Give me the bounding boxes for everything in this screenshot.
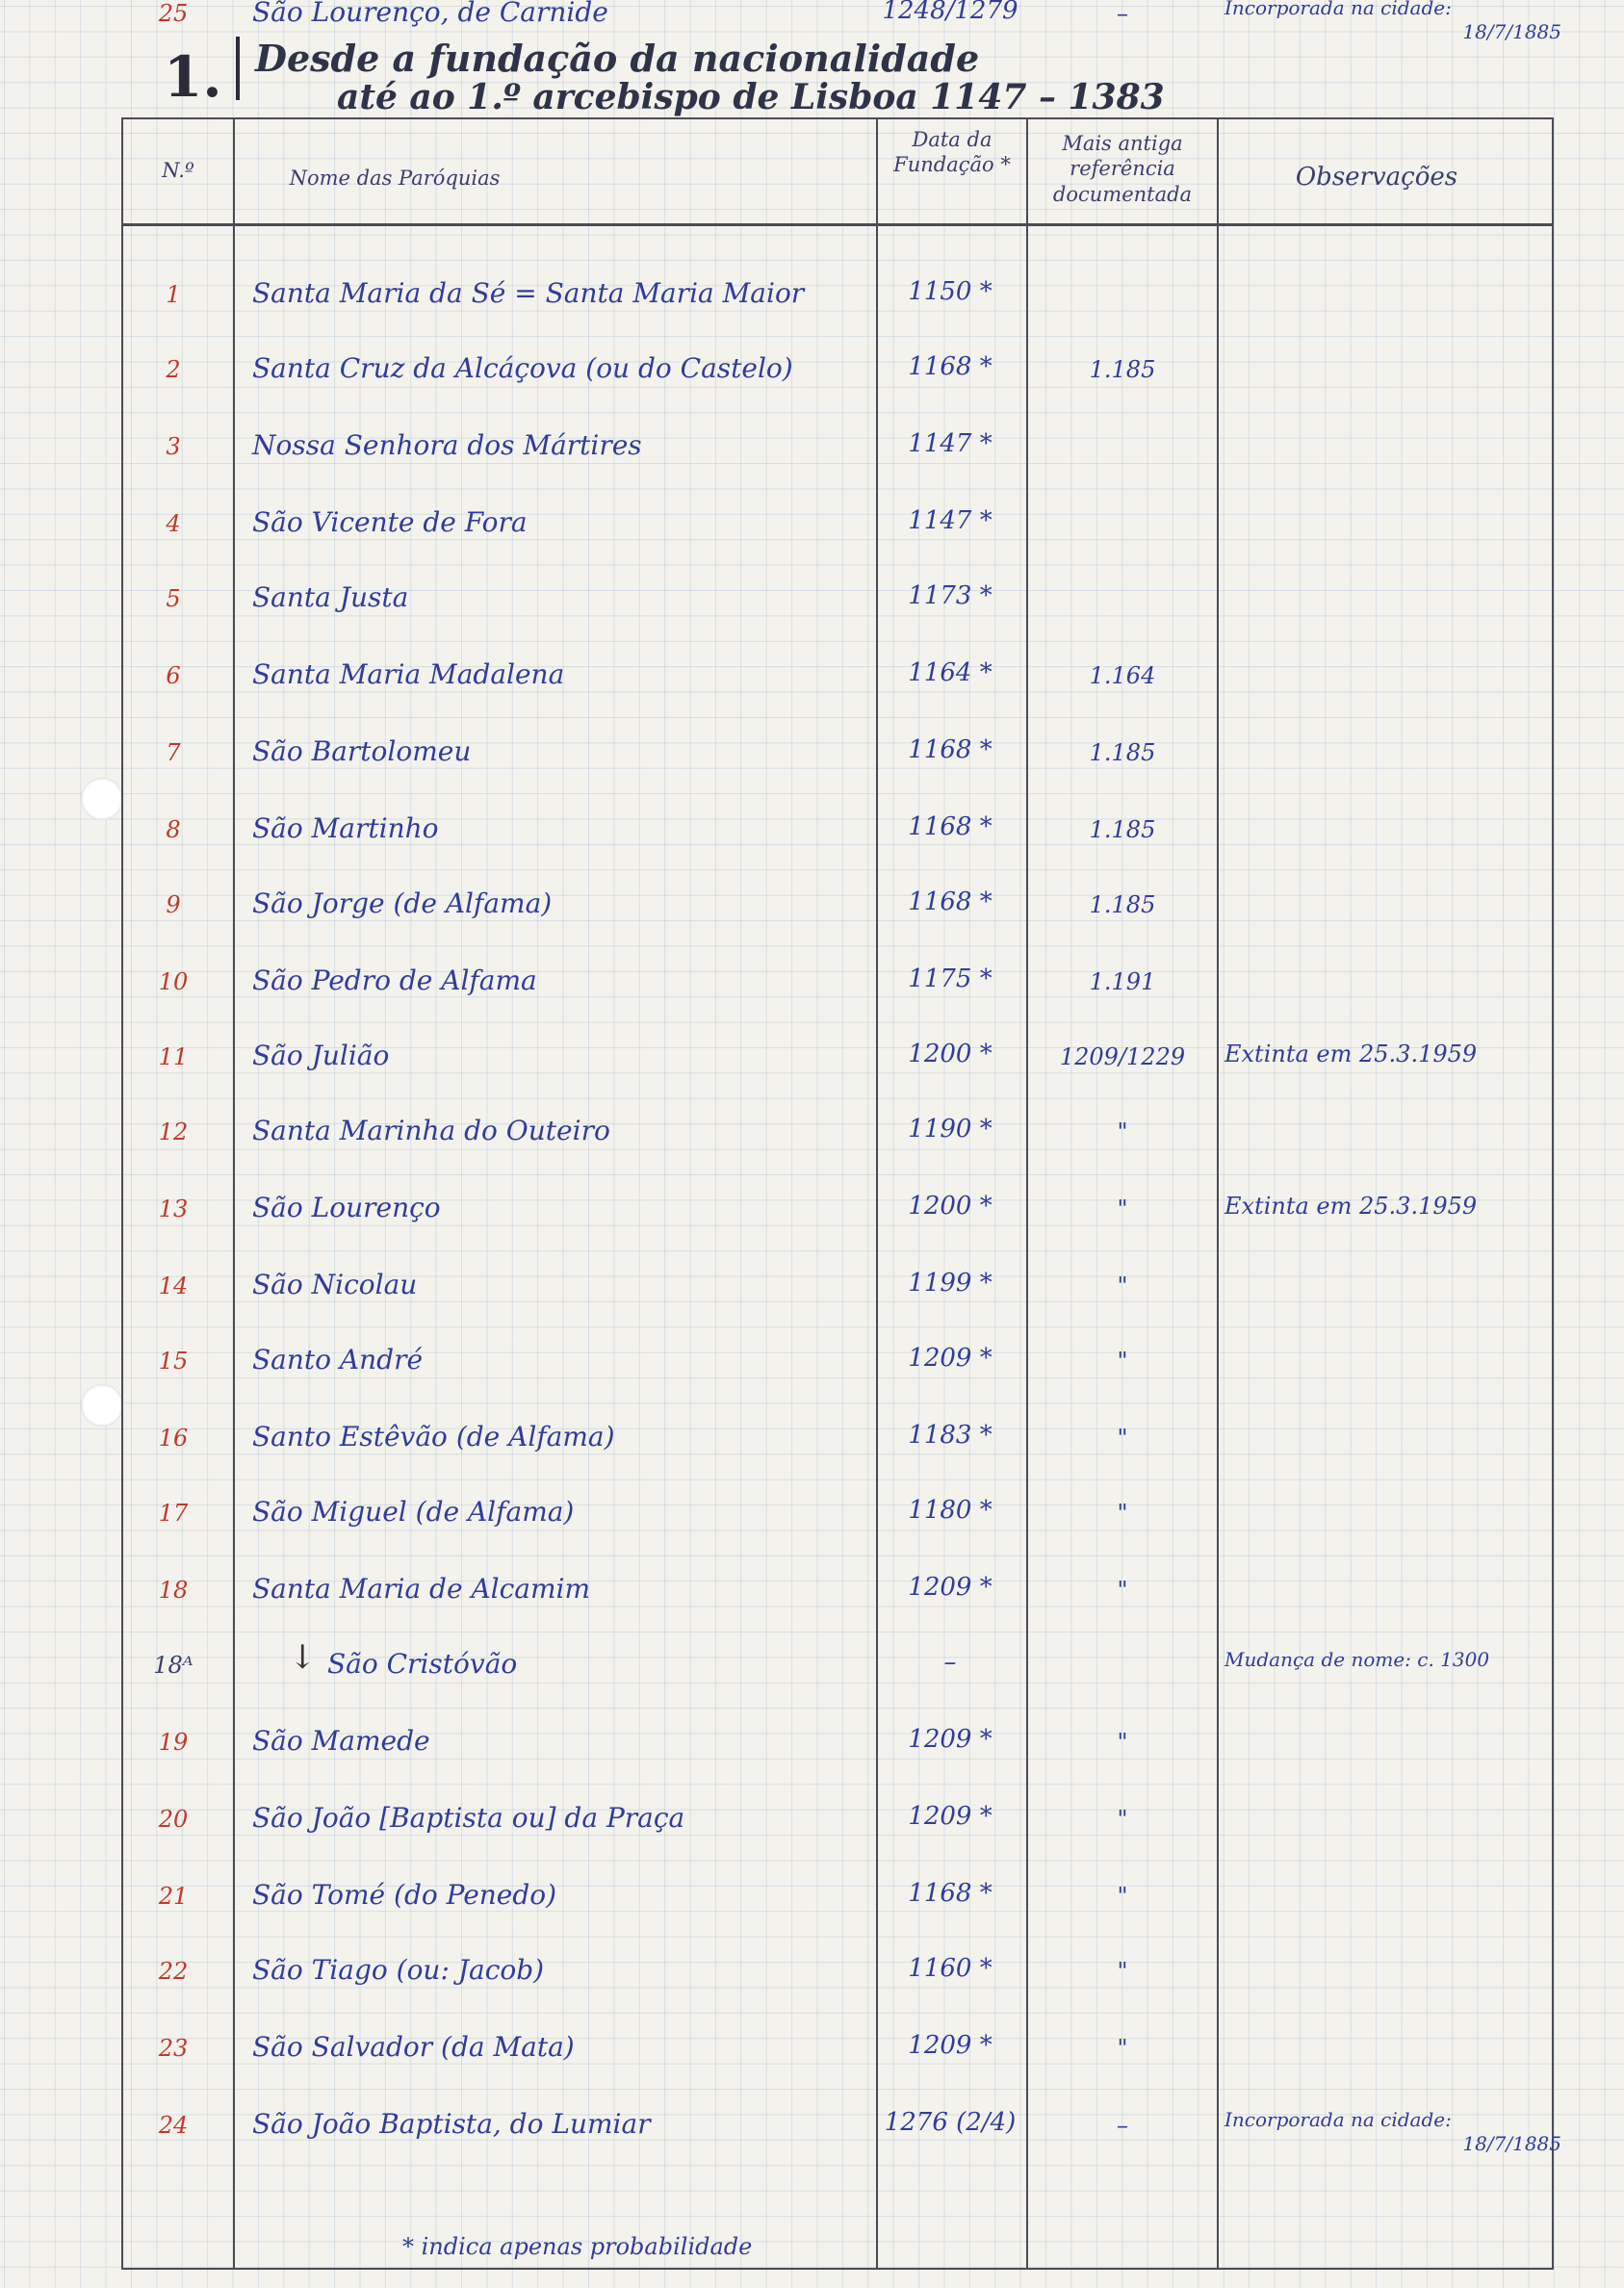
parish-name: São Tiago (ou: Jacob) [252,1954,545,1986]
table-row [0,1421,1624,1500]
foundation-date: 1209 * [908,2031,992,2060]
parish-name: Santa Maria de Alcamim [252,1573,591,1605]
table-top-rule [121,117,1554,119]
parish-name: São Bartolomeu [252,735,472,767]
foundation-date: 1200 * [908,1040,992,1068]
foundation-date: 1209 * [908,1344,992,1373]
row-number: 1 [166,281,181,308]
row-number: 4 [166,510,181,537]
observation [1224,1648,1561,1672]
earliest-reference: 1.164 [1089,662,1156,689]
parish-name: São Miguel (de Alfama) [252,1496,575,1528]
parish-name: São Cristóvão [327,1648,518,1680]
earliest-reference: " [1117,1729,1128,1756]
table-row [0,658,1624,737]
parish-name: São Nicolau [252,1269,418,1300]
parish-name: São Lourenço [252,1192,441,1223]
foundation-date: 1147 * [908,506,992,535]
observation [1224,2108,1561,2156]
parish-name: São João Baptista, do Lumiar [252,2108,651,2140]
parish-name: São Jorge (de Alfama) [252,887,553,919]
parish-name: Santa Cruz da Alcáçova (ou do Castelo) [252,352,793,384]
earliest-reference: – [1117,0,1128,27]
earliest-reference: 1.191 [1089,968,1156,995]
earliest-reference: " [1117,1273,1128,1299]
arrow-down-icon: ↓ [289,1638,317,1677]
foundation-date: 1168 * [908,735,992,764]
row-number: 3 [166,433,181,460]
earliest-reference: 1.185 [1089,816,1156,843]
foundation-date: 1175 * [908,964,992,993]
foundation-date: 1173 * [908,581,992,610]
foundation-date: 1190 * [908,1115,992,1144]
table-row [0,1496,1624,1575]
observation-text: Extinta em 25.3.1959 [1224,1041,1478,1067]
earliest-reference: – [1117,2112,1128,2139]
table-row [0,735,1624,814]
observation-text: Incorporada na cidade: [1224,0,1452,19]
table-row [0,277,1624,356]
foundation-date: 1209 * [908,1802,992,1831]
parish-name: São Tomé (do Penedo) [252,1879,557,1911]
row-number: 10 [158,968,189,995]
parish-name: Santa Maria Madalena [252,658,565,690]
table-row [0,0,1624,75]
table-row [0,1879,1624,1958]
earliest-reference: " [1117,1577,1128,1604]
header-obs: Observações [1295,163,1458,192]
row-number: 2 [166,356,181,383]
row-number: 18ᴬ [153,1652,193,1679]
header-num: N.º [162,159,194,182]
observation-date: 18/7/1885 [1462,20,1561,43]
header-date: Data da Fundação * [893,128,1011,177]
observation-text: Incorporada na cidade: [1224,2108,1452,2131]
earliest-reference: 1209/1229 [1059,1043,1186,1070]
foundation-date: – [943,1648,957,1677]
foundation-date: 1168 * [908,812,992,841]
parish-name: São João [Baptista ou] da Praça [252,1802,685,1834]
table-row [0,887,1624,966]
table-row [0,1115,1624,1194]
table-row [0,1954,1624,2033]
title-line-1: Desde a fundação da nacionalidade [255,37,980,80]
row-number: 21 [158,1883,189,1910]
parish-name: São Mamede [252,1725,430,1757]
table-row [0,964,1624,1043]
row-number: 7 [166,739,181,766]
observation-text: Mudança de nome: c. 1300 [1224,1648,1490,1671]
foundation-date: 1164 * [908,658,992,687]
table-row [0,1573,1624,1652]
row-number: 24 [158,2112,189,2139]
earliest-reference: 1.185 [1089,891,1156,918]
observation [1224,1040,1561,1068]
parish-name: São Salvador (da Mata) [252,2031,575,2063]
earliest-reference: " [1117,2035,1128,2062]
parish-name: Santa Marinha do Outeiro [252,1115,610,1146]
foundation-date: 1200 * [908,1192,992,1221]
table-row [0,1192,1624,1271]
row-number: 16 [158,1425,189,1452]
parish-name: São Lourenço, de Carnide [252,0,608,28]
foundation-date: 1199 * [908,1269,992,1298]
observation [1224,0,1561,44]
earliest-reference: " [1117,1806,1128,1833]
header-bottom-rule [121,223,1554,226]
foundation-date: 1276 (2/4) [884,2108,1017,2137]
row-number: 13 [158,1195,189,1222]
table-row [0,352,1624,431]
earliest-reference: " [1117,1118,1128,1145]
section-number: 1. [164,44,222,110]
table-row [0,429,1624,508]
foundation-date: 1183 * [908,1421,992,1450]
row-number: 9 [166,891,181,918]
row-number: 8 [166,816,181,843]
title-line-2: até ao 1.º arcebispo de Lisboa 1147 – 1383 [337,77,1165,117]
parish-name: Santa Justa [252,581,409,613]
row-number: 15 [158,1348,189,1375]
row-number: 23 [158,2035,189,2062]
foundation-date: 1168 * [908,352,992,381]
table-row [0,1344,1624,1423]
observation [1224,1192,1561,1221]
table-bottom-rule [121,2268,1554,2270]
parish-name: Nossa Senhora dos Mártires [252,429,642,461]
earliest-reference: 1.185 [1089,739,1156,766]
parish-name: São Martinho [252,812,439,844]
row-number: 12 [158,1118,189,1145]
foundation-date: 1147 * [908,429,992,458]
parish-name: Santo Estêvão (de Alfama) [252,1421,615,1452]
row-number: 19 [158,1729,189,1756]
row-number: 18 [158,1577,189,1604]
table-row [0,1802,1624,1881]
header-name: Nome das Paróquias [289,167,501,190]
parish-name: São Julião [252,1040,390,1071]
earliest-reference: 1.185 [1089,356,1156,383]
table-row [0,581,1624,660]
row-number: 5 [166,585,181,612]
table-row [0,2108,1624,2187]
table-row [0,1269,1624,1348]
header-ref: Mais antiga referência documentada [1052,132,1193,206]
foundation-date: 1150 * [908,277,992,306]
row-number: 22 [158,1958,189,1985]
row-number: 20 [158,1806,189,1833]
row-number: 14 [158,1273,189,1299]
table-row [0,2031,1624,2110]
earliest-reference: " [1117,1425,1128,1452]
parish-name: São Pedro de Alfama [252,964,537,996]
parish-name: São Vicente de Fora [252,506,528,538]
parish-name: Santo André [252,1344,424,1375]
observation-date: 18/7/1885 [1462,2132,1561,2155]
foundation-date: 1209 * [908,1725,992,1754]
parish-name: Santa Maria da Sé = Santa Maria Maior [252,277,805,309]
foundation-date: 1168 * [908,887,992,916]
row-number: 17 [158,1500,189,1527]
earliest-reference: " [1117,1195,1128,1222]
foundation-date: 1248/1279 [882,0,1018,25]
table-row [0,1638,1624,1727]
foundation-date: 1180 * [908,1496,992,1525]
earliest-reference: " [1117,1500,1128,1527]
observation-text: Extinta em 25.3.1959 [1224,1193,1478,1220]
table-row [0,506,1624,585]
foundation-date: 1209 * [908,1573,992,1602]
earliest-reference: " [1117,1348,1128,1375]
table-row [0,1040,1624,1118]
foundation-date: 1168 * [908,1879,992,1908]
footnote: * indica apenas probabilidade [402,2233,753,2260]
foundation-date: 1160 * [908,1954,992,1983]
row-number: 6 [166,662,181,689]
earliest-reference: " [1117,1958,1128,1985]
row-number: 11 [158,1043,189,1070]
table-row [0,812,1624,891]
earliest-reference: " [1117,1883,1128,1910]
table-row [0,1725,1624,1804]
row-number: 25 [158,0,189,27]
